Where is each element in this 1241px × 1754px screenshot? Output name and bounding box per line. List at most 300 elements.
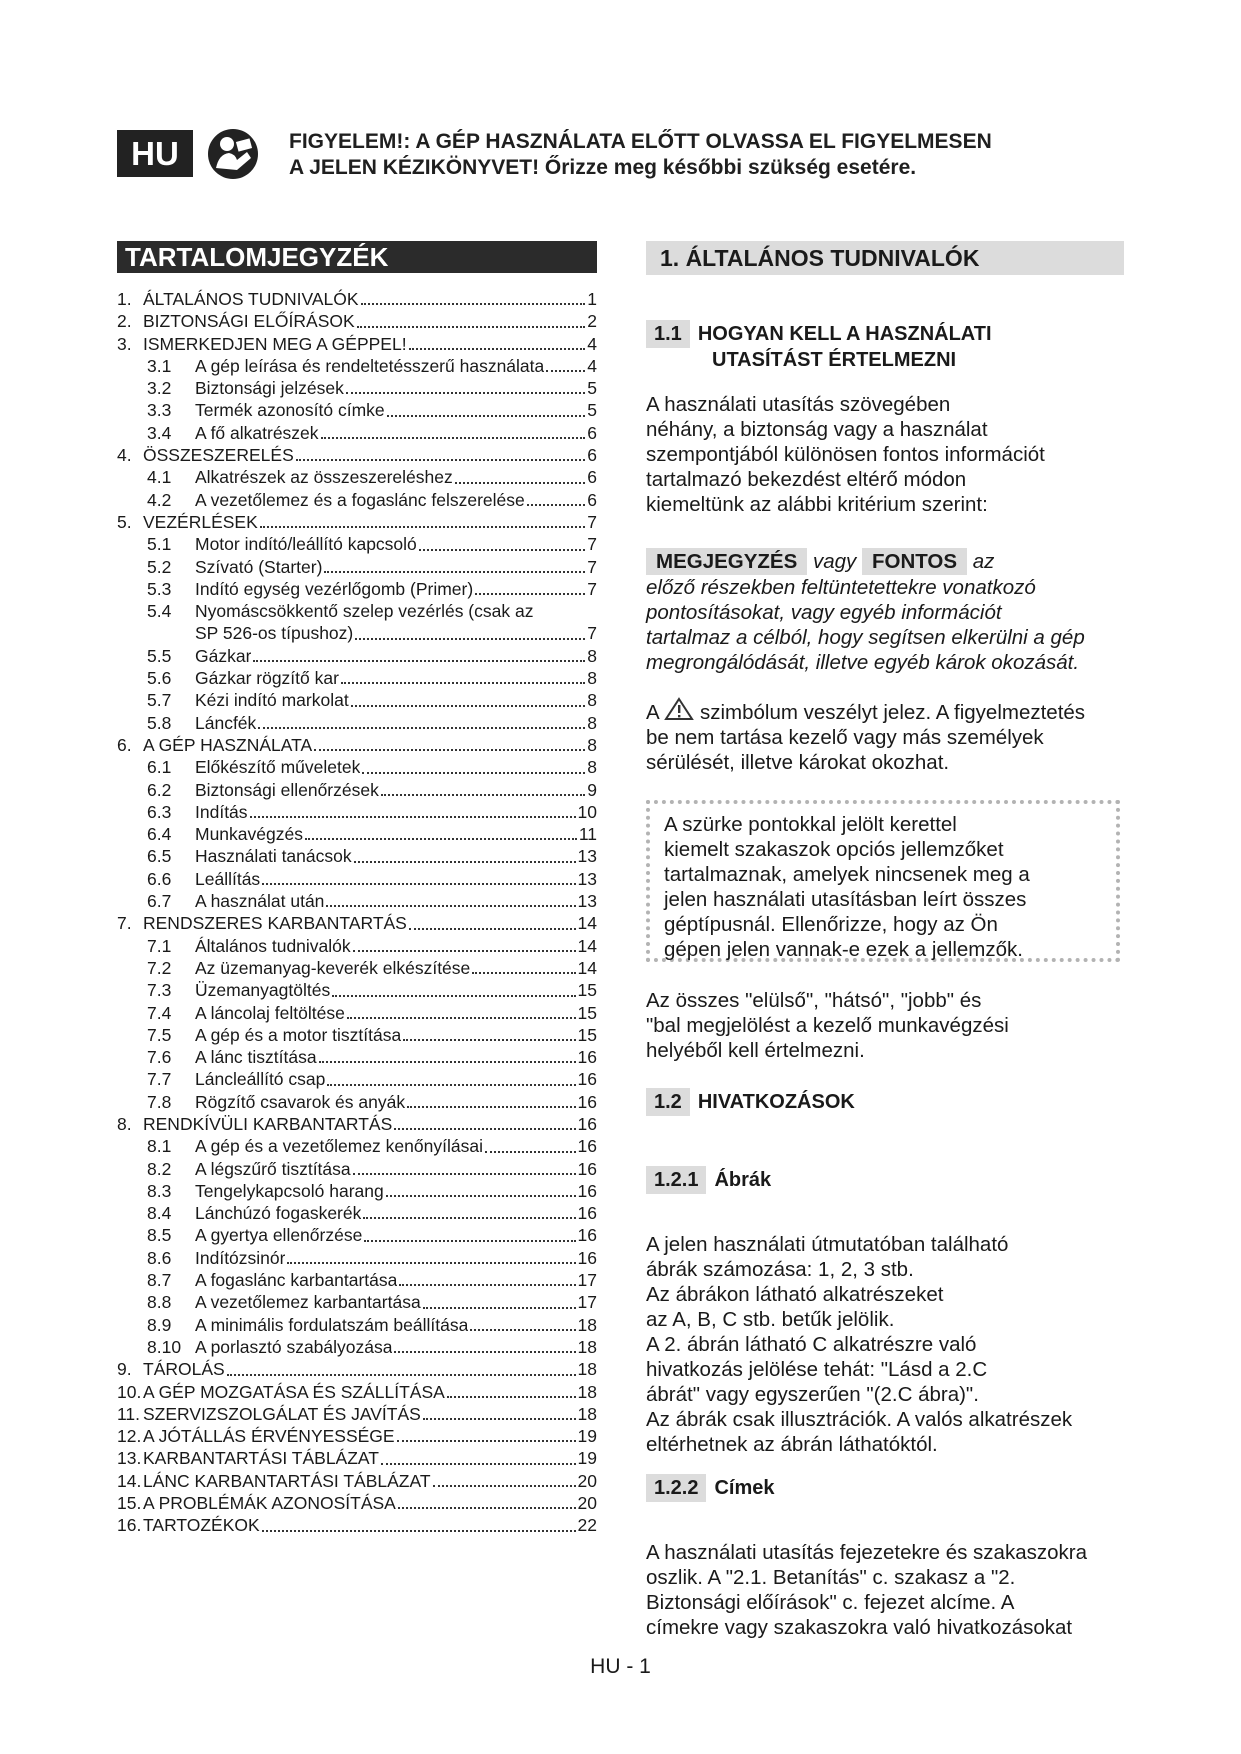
toc-entry-label: Termék azonosító címke (195, 400, 385, 421)
toc-entry-page: 6 (587, 467, 597, 488)
toc-entry[interactable] (117, 957, 597, 979)
toc-dot-leader (326, 905, 575, 907)
toc-entry-number: 13. (117, 1448, 142, 1469)
toc-entry-page: 16 (577, 1113, 597, 1134)
warning-line-1: FIGYELEM!: A GÉP HASZNÁLATA ELŐTT OLVASSA EL FIGYELMESEN (289, 130, 992, 153)
toc-dot-leader (381, 794, 585, 796)
toc-entry-label: A GÉP MOZGATÁSA ÉS SZÁLLÍTÁSA (143, 1381, 445, 1402)
or-text: vagy (812, 550, 857, 573)
toc-entry-label: A porlasztó szabályozása (195, 1336, 393, 1357)
toc-entry[interactable] (117, 1158, 597, 1180)
toc-entry[interactable] (117, 1247, 597, 1269)
toc-entry-page: 16 (577, 1069, 597, 1090)
section-1-2-title: HIVATKOZÁSOK (697, 1091, 855, 1113)
toc-entry-page: 16 (577, 1225, 597, 1246)
text-line: kiemeltünk az alábbi kritérium szerint: (646, 493, 988, 516)
toc-entry[interactable] (117, 645, 597, 667)
toc-entry[interactable] (117, 756, 597, 778)
toc-entry-label: Láncleállító csap (195, 1069, 326, 1090)
toc-entry[interactable] (117, 1068, 597, 1090)
language-badge: HU (117, 130, 193, 177)
titles-paragraph (646, 1540, 1124, 1640)
text-line: A 2. ábrán látható C alkatrészre való (646, 1333, 977, 1356)
toc-entry-label: ÁLTALÁNOS TUDNIVALÓK (143, 289, 359, 309)
toc-dot-leader (305, 838, 577, 840)
toc-entry-page: 20 (577, 1493, 597, 1514)
toc-entry-label: Biztonsági jelzések (195, 378, 344, 399)
toc-entry-number: 8.8 (147, 1292, 172, 1313)
toc-dot-leader (363, 1217, 575, 1219)
toc-entry-number: 8. (117, 1113, 132, 1134)
toc-dot-leader (485, 1151, 576, 1153)
toc-dot-leader (287, 1262, 575, 1264)
text-line: Biztonsági előírások" c. fejezet alcíme. A (646, 1591, 1015, 1614)
toc-dot-leader (386, 1195, 576, 1197)
toc-entry-label: A használat után (195, 891, 325, 912)
toc-entry[interactable] (117, 912, 597, 934)
toc-entry[interactable] (117, 1381, 597, 1403)
section-1-2-1-title: Ábrák (714, 1169, 772, 1191)
toc-entry-number: 3.2 (147, 378, 172, 399)
toc-entry-page: 18 (577, 1314, 597, 1335)
toc-entry-number: 6.3 (147, 801, 172, 822)
toc-entry[interactable] (117, 1425, 597, 1447)
text-line: pontosításokat, vagy egyéb információt (646, 601, 1002, 624)
toc-entry-number: 5.5 (147, 645, 172, 666)
toc-entry[interactable] (117, 689, 597, 711)
toc-entry-number: 8.9 (147, 1314, 172, 1335)
toc-entry[interactable] (117, 890, 597, 912)
toc-entry[interactable] (117, 1447, 597, 1469)
toc-entry[interactable] (117, 622, 597, 644)
toc-dot-leader (353, 1173, 576, 1175)
toc-entry[interactable] (117, 823, 597, 845)
toc-entry[interactable] (117, 1113, 597, 1135)
section-1-2-heading (646, 1088, 855, 1116)
text-line: gépen jelen vannak-e ezek a jellemzők. (664, 938, 1023, 961)
toc-entry-number: 5.2 (147, 556, 172, 577)
toc-entry-number: 8.5 (147, 1225, 172, 1246)
toc-entry-label: KARBANTARTÁSI TÁBLÁZAT (143, 1448, 379, 1469)
toc-entry-number: 3.1 (147, 355, 172, 376)
toc-entry-page: 16 (577, 1158, 597, 1179)
toc-entry-label: LÁNC KARBANTARTÁSI TÁBLÁZAT (143, 1470, 431, 1491)
toc-entry-number: 5. (117, 511, 132, 532)
toc-dot-leader (341, 682, 585, 684)
toc-entry-label: BIZTONSÁGI ELŐÍRÁSOK (143, 311, 355, 332)
text-line: helyéből kell értelmezni. (646, 1039, 865, 1062)
warning-triangle-icon (664, 697, 694, 721)
toc-entry[interactable] (117, 377, 597, 399)
section-1-1-heading (646, 320, 992, 372)
toc-entry-number: 7.6 (147, 1047, 172, 1068)
text-line: kiemelt szakaszok opciós jellemzőket (664, 838, 1004, 861)
toc-dot-leader (357, 326, 586, 328)
toc-dot-leader (327, 1084, 575, 1086)
toc-entry-page: 16 (577, 1203, 597, 1224)
toc-entry-label: Tengelykapcsoló harang (195, 1180, 384, 1201)
toc-entry-label: A GÉP HASZNÁLATA (143, 734, 313, 755)
figures-paragraph (646, 1232, 1124, 1457)
toc-entry[interactable] (117, 310, 597, 332)
toc-entry-label: A lánc tisztítása (195, 1047, 317, 1068)
toc-dot-leader (355, 638, 585, 640)
text-line: A jelen használati útmutatóban található (646, 1233, 1009, 1256)
toc-entry-number: 10. (117, 1381, 142, 1402)
toc-dot-leader (262, 883, 575, 885)
toc-entry[interactable] (117, 845, 597, 867)
toc-entry-label: Nyomáscsökkentő szelep vezérlés (csak az (195, 601, 534, 622)
toc-entry-page: 14 (577, 957, 597, 978)
toc-entry[interactable] (117, 333, 597, 355)
toc-entry[interactable] (117, 1202, 597, 1224)
toc-entry-page: 14 (577, 935, 597, 956)
toc-dot-leader (332, 995, 575, 997)
toc-dot-leader (394, 1128, 575, 1130)
toc-entry-number: 7.8 (147, 1091, 172, 1112)
toc-entry-label: Kézi indító markolat (195, 690, 349, 711)
toc-entry-label: Motor indító/leállító kapcsoló (195, 534, 417, 555)
toc-entry-page: 7 (587, 511, 597, 532)
toc-entry-page: 19 (577, 1448, 597, 1469)
toc-entry-label: A fő alkatrészek (195, 422, 319, 443)
toc-entry-number: 4.2 (147, 489, 172, 510)
toc-entry[interactable] (117, 1046, 597, 1068)
toc-entry-page: 4 (587, 333, 597, 354)
toc-dot-leader (381, 1463, 576, 1465)
toc-entry[interactable] (117, 422, 597, 444)
toc-entry-number: 5.1 (147, 534, 172, 555)
toc-entry-page: 13 (577, 891, 597, 912)
hazard-paragraph (646, 697, 1124, 775)
toc-entry[interactable] (117, 1336, 597, 1358)
toc-entry[interactable] (117, 1291, 597, 1313)
toc-dot-leader (361, 303, 586, 305)
orientation-paragraph (646, 988, 1124, 1063)
toc-entry[interactable] (117, 1314, 597, 1336)
toc-entry-number: 5.3 (147, 578, 172, 599)
toc-entry-label: Használati tanácsok (195, 846, 352, 867)
toc-dot-leader (403, 1039, 575, 1041)
toc-entry-number: 8.3 (147, 1180, 172, 1201)
toc-entry-number: 8.6 (147, 1247, 172, 1268)
toc-entry-label: A PROBLÉMÁK AZONOSÍTÁSA (143, 1493, 396, 1514)
text-line: Az ábrák csak illusztrációk. A valós alkatrészek (646, 1408, 1073, 1431)
text-line: hivatkozás jelölése tehát: "Lásd a 2.C (646, 1358, 988, 1381)
text-line: oszlik. A "2.1. Betanítás" c. szakasz a "2. (646, 1566, 1016, 1589)
toc-entry-label: ÖSSZESZERELÉS (143, 445, 294, 466)
toc-entry-label: TARTOZÉKOK (143, 1515, 260, 1536)
toc-entry[interactable] (117, 556, 597, 578)
toc-entry-label: A légszűrő tisztítása (195, 1158, 351, 1179)
toc-entry-number: 5.6 (147, 668, 172, 689)
toc-entry[interactable] (117, 1358, 597, 1380)
toc-entry-page: 11 (578, 824, 597, 845)
toc-entry-number: 7.3 (147, 980, 172, 1001)
toc-dot-leader (409, 928, 576, 930)
toc-entry-number: 8.4 (147, 1203, 172, 1224)
section-1-2-2-number: 1.2.2 (646, 1474, 706, 1502)
toc-entry-label: A gép leírása és rendeltetésszerű használata (195, 355, 545, 376)
toc-entry[interactable] (117, 935, 597, 957)
toc-entry-number: 4.1 (147, 467, 172, 488)
toc-dot-leader (546, 370, 585, 372)
text-line: előző részekben feltüntetettekre vonatkozó (646, 576, 1036, 599)
toc-dot-leader (399, 1284, 575, 1286)
toc-entry-number: 6. (117, 734, 132, 755)
toc-entry-label: A láncolaj feltöltése (195, 1002, 345, 1023)
toc-entry-number: 3.4 (147, 422, 172, 443)
toc-entry-page: 10 (577, 801, 597, 822)
text-line: szempontjából különösen fontos információt (646, 443, 1045, 466)
toc-entry-label: SZERVIZSZOLGÁLAT ÉS JAVÍTÁS (143, 1403, 421, 1424)
toc-entry-number: 7.1 (147, 935, 172, 956)
toc-entry-number: 6.4 (147, 824, 172, 845)
toc-entry-label: Gázkar (195, 645, 252, 666)
section-1-1-number: 1.1 (646, 320, 690, 348)
text-line: az A, B, C stb. betűk jelölik. (646, 1308, 895, 1331)
toc-entry-label: A vezetőlemez karbantartása (195, 1292, 421, 1313)
toc-entry-label: A gyertya ellenőrzése (195, 1225, 363, 1246)
toc-entry-number: 8.7 (147, 1270, 172, 1291)
toc-entry-label: A fogaslánc karbantartása (195, 1270, 398, 1291)
toc-entry-number: 8.1 (147, 1136, 172, 1157)
toc-entry-number: 7.2 (147, 957, 172, 978)
toc-entry-label: Lánchúzó fogaskerék (195, 1203, 362, 1224)
toc-entry[interactable] (117, 399, 597, 421)
toc-entry-label: Munkavégzés (195, 824, 303, 845)
toc-dot-leader (321, 437, 586, 439)
text-line: eltérhetnek az ábrán láthatóktól. (646, 1433, 938, 1456)
toc-entry[interactable] (117, 1514, 597, 1536)
toc-entry-page: 7 (587, 623, 597, 644)
toc-entry-label: Szívató (Starter) (195, 556, 323, 577)
toc-entry[interactable] (117, 712, 597, 734)
toc-entry[interactable] (117, 578, 597, 600)
text-line: tartalmazó bekezdést eltérő módon (646, 468, 967, 491)
hazard-a-text: A (646, 701, 659, 724)
toc-entry[interactable] (117, 1002, 597, 1024)
toc-dot-leader (362, 772, 585, 774)
toc-dot-leader (354, 861, 576, 863)
toc-entry-page: 2 (587, 311, 597, 332)
toc-entry-page: 16 (577, 1136, 597, 1157)
toc-entry-label: Indító egység vezérlőgomb (Primer) (195, 578, 474, 599)
toc-dot-leader (447, 1396, 576, 1398)
toc-entry-page: 22 (577, 1515, 597, 1536)
toc-entry-page: 4 (587, 355, 597, 376)
toc-entry-page: 7 (587, 578, 597, 599)
toc-entry[interactable] (117, 1492, 597, 1514)
toc-entry-label: SP 526-os típushoz) (195, 623, 354, 644)
text-line: ábrát" vagy egyszerűen "(2.C ábra)". (646, 1383, 979, 1406)
toc-entry[interactable] (117, 1024, 597, 1046)
toc-entry-label: Alkatrészek az összeszereléshez (195, 467, 453, 488)
text-line: Az összes "elülső", "hátsó", "jobb" és (646, 989, 982, 1012)
toc-entry-number: 7.4 (147, 1002, 172, 1023)
toc-entry-page: 18 (577, 1403, 597, 1424)
text-line: ábrák számozása: 1, 2, 3 stb. (646, 1258, 914, 1281)
toc-entry-page: 9 (587, 779, 597, 800)
toc-entry[interactable] (117, 779, 597, 801)
toc-entry[interactable] (117, 1091, 597, 1113)
text-line: géptípusnál. Ellenőrizze, hogy az Ön (664, 913, 998, 936)
toc-entry[interactable] (117, 511, 597, 533)
toc-dot-leader (423, 1418, 576, 1420)
toc-entry-page: 6 (587, 422, 597, 443)
toc-dot-leader (319, 1061, 576, 1063)
toc-entry-label: Általános tudnivalók (195, 935, 351, 956)
text-line: A használati utasítás fejezetekre és szakaszokra (646, 1541, 1087, 1564)
section-1-2-2-heading (646, 1474, 775, 1502)
toc-dot-leader (397, 1440, 576, 1442)
toc-entry-label: RENDSZERES KARBANTARTÁS (143, 913, 407, 934)
toc-entry-page: 18 (577, 1381, 597, 1402)
toc-entry-number: 3.3 (147, 400, 172, 421)
toc-dot-leader (258, 727, 585, 729)
toc-entry-page: 20 (577, 1470, 597, 1491)
page-number: HU - 1 (590, 1655, 651, 1678)
important-tag: FONTOS (862, 548, 967, 575)
intro-paragraph (646, 392, 1124, 517)
toc-list (117, 288, 597, 1537)
note-tag: MEGJEGYZÉS (646, 548, 807, 575)
toc-entry[interactable] (117, 444, 597, 466)
toc-entry-page: 17 (577, 1270, 597, 1291)
toc-dot-leader (472, 972, 575, 974)
toc-entry-number: 3. (117, 333, 132, 354)
toc-entry[interactable] (117, 1135, 597, 1157)
az-text: az (972, 550, 995, 573)
toc-entry[interactable] (117, 801, 597, 823)
toc-entry-label: ISMERKEDJEN MEG A GÉPPEL! (143, 333, 407, 354)
toc-entry-number: 5.7 (147, 690, 172, 711)
toc-dot-leader (470, 1329, 575, 1331)
toc-dot-leader (296, 459, 586, 461)
toc-entry-page: 15 (577, 1024, 597, 1045)
safety-warning (289, 129, 1109, 181)
toc-entry-label: Előkészítő műveletek (195, 757, 361, 778)
section-1-2-1-number: 1.2.1 (646, 1166, 706, 1194)
toc-dot-leader (260, 526, 585, 528)
toc-dot-leader (262, 1530, 576, 1532)
toc-entry[interactable] (117, 667, 597, 689)
toc-entry-page: 7 (587, 556, 597, 577)
hazard-rest-text: szimbólum veszélyt jelez. A figyelmeztetés (699, 701, 1086, 724)
toc-entry-page: 18 (577, 1336, 597, 1357)
warning-line-2: A JELEN KÉZIKÖNYVET! Őrizze meg későbbi szükség esetére. (289, 156, 917, 179)
toc-entry-page: 6 (587, 489, 597, 510)
toc-entry-number: 5.4 (147, 601, 172, 622)
toc-entry-label: Láncfék (195, 712, 257, 733)
toc-entry[interactable] (117, 1403, 597, 1425)
toc-dot-leader (423, 1307, 576, 1309)
text-line: néhány, a biztonság vagy a használat (646, 418, 988, 441)
page-header (117, 125, 1077, 185)
toc-dot-leader (455, 482, 586, 484)
toc-entry-page: 17 (577, 1292, 597, 1313)
toc-dot-leader (475, 593, 585, 595)
toc-entry-page: 15 (577, 1002, 597, 1023)
toc-dot-leader (409, 348, 586, 350)
toc-entry-page: 8 (587, 734, 597, 755)
toc-dot-leader (250, 816, 576, 818)
toc-entry-number: 7. (117, 913, 132, 934)
toc-entry-number: 6.7 (147, 891, 172, 912)
toc-entry-page: 7 (587, 534, 597, 555)
toc-entry[interactable] (117, 1470, 597, 1492)
toc-entry[interactable] (117, 466, 597, 488)
toc-title: TARTALOMJEGYZÉK (117, 241, 597, 273)
toc-dot-leader (353, 950, 576, 952)
toc-entry-page: 16 (577, 1180, 597, 1201)
toc-entry-label: VEZÉRLÉSEK (143, 511, 258, 532)
section-1-1-title-line1: HOGYAN KELL A HASZNÁLATI (697, 323, 992, 345)
toc-entry-number: 11. (117, 1403, 141, 1424)
toc-entry-page: 16 (577, 1247, 597, 1268)
toc-entry[interactable] (117, 1269, 597, 1291)
toc-entry-number: 15. (117, 1493, 142, 1514)
text-line: megrongálódását, illetve egyéb károk okozását. (646, 651, 1080, 674)
toc-entry-label: A gép és a vezetőlemez kenőnyílásai (195, 1136, 483, 1157)
section-1-2-number: 1.2 (646, 1088, 690, 1116)
toc-dot-leader (398, 1507, 576, 1509)
text-line: tartalmaz a célból, hogy segítsen elkerülni a gép (646, 626, 1085, 649)
toc-entry[interactable] (117, 533, 597, 555)
toc-entry[interactable] (117, 355, 597, 377)
toc-dot-leader (314, 749, 585, 751)
toc-entry-label: Üzemanyagtöltés (195, 980, 331, 1001)
toc-entry-label: Biztonsági ellenőrzések (195, 779, 379, 800)
toc-entry[interactable] (117, 288, 597, 310)
toc-dot-leader (324, 571, 585, 573)
toc-entry[interactable] (117, 600, 597, 622)
toc-entry-number: 4. (117, 445, 132, 466)
text-line: címekre vagy szakaszokra való hivatkozásokat (646, 1616, 1073, 1639)
toc-entry[interactable] (117, 1180, 597, 1202)
toc-entry-page: 8 (587, 645, 597, 666)
toc-dot-leader (253, 660, 585, 662)
toc-dot-leader (407, 1106, 575, 1108)
toc-entry-label: A gép és a motor tisztítása (195, 1024, 402, 1045)
toc-entry-page: 13 (577, 868, 597, 889)
text-line: Az ábrákon látható alkatrészeket (646, 1283, 944, 1306)
toc-dot-leader (394, 1351, 575, 1353)
toc-entry-number: 12. (117, 1426, 142, 1447)
toc-entry[interactable] (117, 734, 597, 756)
toc-entry-number: 7.5 (147, 1024, 172, 1045)
toc-entry-page: 1 (587, 289, 597, 309)
toc-dot-leader (346, 392, 585, 394)
toc-dot-leader (527, 504, 586, 506)
toc-entry[interactable] (117, 489, 597, 511)
toc-entry-page: 19 (577, 1426, 597, 1447)
text-line: A használati utasítás szövegében (646, 393, 951, 416)
toc-entry[interactable] (117, 979, 597, 1001)
toc-entry-label: Indítás (195, 801, 248, 822)
section-1-2-1-heading (646, 1166, 771, 1194)
toc-entry-number: 6.2 (147, 779, 172, 800)
toc-entry-page: 5 (587, 378, 597, 399)
toc-entry-label: Rögzítő csavarok és anyák (195, 1091, 406, 1112)
toc-entry-number: 6.6 (147, 868, 172, 889)
toc-entry-label: Leállítás (195, 868, 261, 889)
toc-entry[interactable] (117, 1224, 597, 1246)
toc-entry-number: 1. (117, 289, 132, 309)
toc-entry-label: Indítózsinór (195, 1247, 286, 1268)
toc-entry-page: 8 (587, 690, 597, 711)
toc-entry[interactable] (117, 868, 597, 890)
